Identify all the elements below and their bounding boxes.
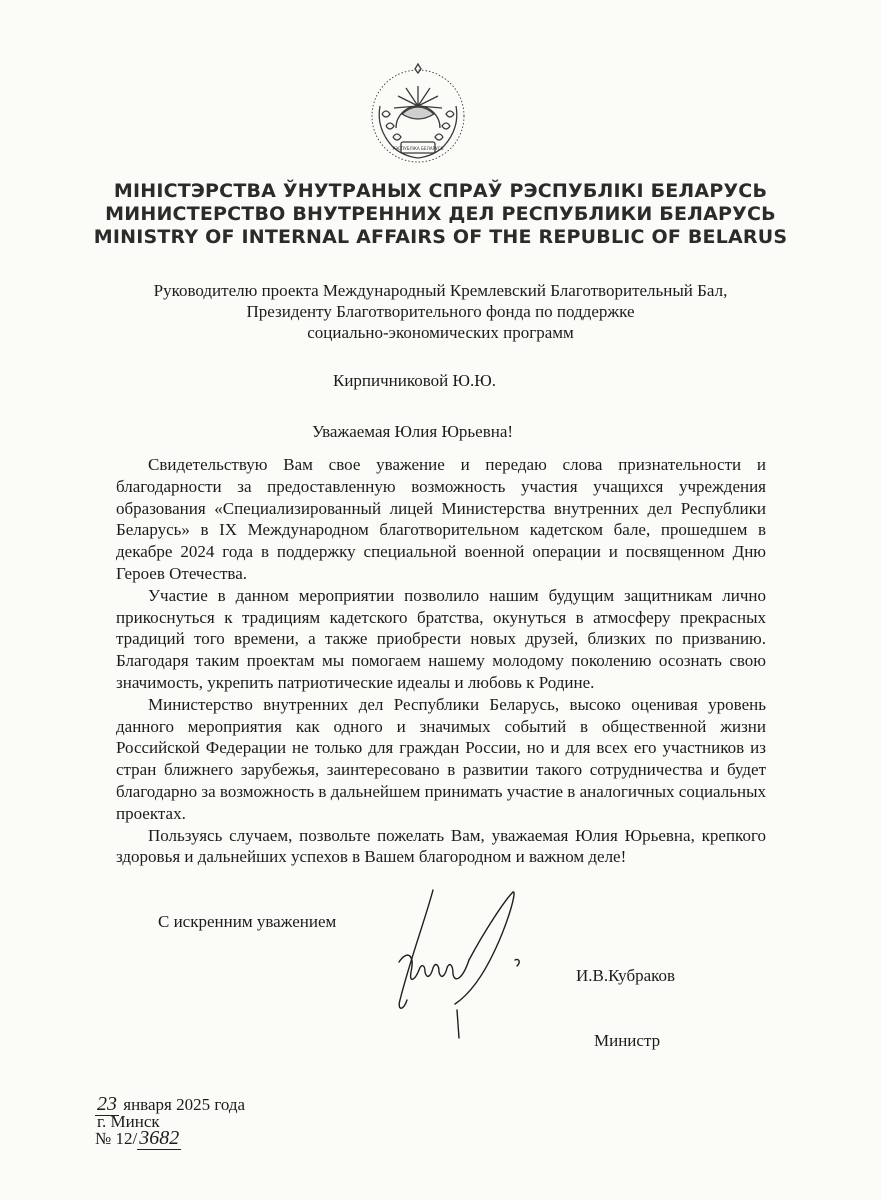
addressee-line-1: Руководителю проекта Международный Кремлевский Благотворительный Бал,	[153, 281, 728, 300]
signatory-name: И.В.Кубраков	[576, 966, 676, 985]
paragraph-3: Министерство внутренних дел Республики Беларусь, высоко оценивая уровень данного мероприятия как одного и значимых событий в общественной жизни Российской Федерации не только для граждан России, но и для всех его участников из стран ближнего зарубежья, заинтересовано в развитии такого сотрудничества и будет благодарно за возможность в дальнейшем принимать участие в аналогичных социальных проектах.	[116, 694, 766, 823]
paragraph-1: Свидетельствую Вам свое уважение и передаю слова признательности и благодарности за предоставленную возможность участия учащихся учреждения образования «Специализированный лицей Министерства внутренних дел Республики Беларусь» в IX Международном благотворительном кадетском бале, прошедшем в декабре 2024 года в поддержку специальной военной операции и посвященном Дню Героев Отечества.	[116, 455, 766, 583]
handwritten-signature	[385, 880, 535, 1050]
letter-number	[95, 1127, 181, 1150]
addressee-name: Кирпичниковой Ю.Ю.	[333, 371, 496, 390]
ministry-title-belarusian: МІНІСТЭРСТВА ЎНУТРАНЫХ СПРАЎ РЭСПУБЛІКІ БЕЛАРУСЬ	[113, 180, 768, 202]
ministry-title-russian: МИНИСТЕРСТВО ВНУТРЕННИХ ДЕЛ РЕСПУБЛИКИ БЕЛАРУСЬ	[105, 203, 776, 225]
addressee-line-2: Президенту Благотворительного фонда по поддержке	[246, 302, 635, 321]
ministry-title-english: MINISTRY OF INTERNAL AFFAIRS OF THE REPUBLIC OF BELARUS	[93, 226, 788, 248]
date-rest: января 2025 года	[123, 1095, 246, 1114]
closing-regards: С искренним уважением	[158, 912, 337, 931]
letter-city: г. Минск	[97, 1112, 160, 1131]
addressee-line-3: социально-экономических программ	[307, 323, 574, 342]
svg-text:РЭСПУБЛІКА БЕЛАРУСЬ: РЭСПУБЛІКА БЕЛАРУСЬ	[392, 146, 444, 151]
number-prefix: № 12/	[95, 1129, 138, 1148]
paragraph-4: Пользуясь случаем, позвольте пожелать Вам, уважаемая Юлия Юрьевна, крепкого здоровья и дальнейших успехов в Вашем благородном и важном деле!	[116, 825, 766, 867]
belarus-coat-of-arms-icon	[368, 58, 468, 166]
paragraph-2: Участие в данном мероприятии позволило нашим будущим защитникам лично прикоснуться к традициям кадетского братства, окунуться в атмосферу прекрасных традиций того времени, а также приобрести новых друзей, близких по призванию. Благодаря таким проектам мы помогаем нашему молодому поколению осознать свою значимость, укрепить патриотические идеалы и любовь к Родине.	[116, 585, 766, 692]
salutation: Уважаемая Юлия Юрьевна!	[312, 422, 514, 441]
signatory-position: Министр	[594, 1031, 661, 1050]
date-day: 23	[97, 1093, 117, 1115]
number-handwritten: 3682	[139, 1127, 180, 1149]
letter-body	[116, 454, 766, 868]
